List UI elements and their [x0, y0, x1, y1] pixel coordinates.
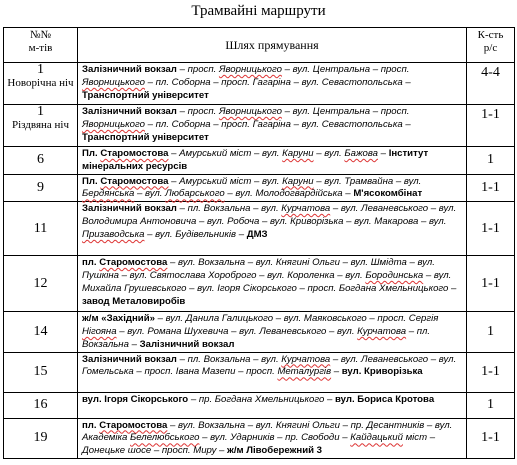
route-endpoint: Транспортний університет [82, 131, 209, 143]
vehicle-count: 1-1 [467, 202, 515, 256]
route-note: Новорічна ніч [7, 77, 74, 89]
route-segment: – вул. Михайла Грушевського – вул. Ігоря Сікорського – просп. Богдана Хмельницького – [82, 269, 457, 294]
route-segment: – пл. Вокзальна – [82, 325, 431, 350]
routes-body [4, 63, 515, 459]
route-segment: Нігояна [82, 325, 117, 337]
route-number-cell [4, 256, 78, 312]
vehicle-count: 1-1 [467, 174, 515, 202]
route-number-cell [4, 312, 78, 352]
route-segment: міст – Донецьке шосе – просп. Миру – [82, 432, 436, 457]
route-endpoint: вул. Криворізька [341, 366, 423, 378]
route-segment: – вул. Вокзальна – вул. Княгині Ольги – пр. Десантників – вул. Академіка [82, 419, 453, 444]
header-route-number-line1: №№ [30, 29, 51, 41]
route-number: 6 [37, 152, 44, 168]
header-route-number [4, 28, 78, 63]
route-segment: – вул. Данила Галицького – вул. Маяковського – просп. Сергія [154, 313, 439, 325]
document-title: Трамвайні маршрути [191, 3, 326, 19]
route-segment: – вул. Трамвайна – вул. [313, 175, 422, 187]
route-endpoint: ДМЗ [246, 228, 268, 240]
route-path-cell [78, 63, 467, 105]
route-endpoint: Старомостова [100, 148, 169, 159]
route-endpoint: Залізничний вокзал [82, 64, 177, 75]
route-endpoint: завод Металовиробів [82, 295, 186, 307]
route-endpoint: Пл. [82, 175, 101, 187]
route-segment: Каруни [282, 175, 314, 187]
route-segment: – вул. Молодогвардійська – [224, 188, 354, 200]
route-segment: – пл. Вокзальна – вул. [176, 353, 282, 365]
table-row [4, 174, 515, 202]
route-segment: – Амурський міст – вул. [168, 175, 283, 187]
vehicle-count: 1 [467, 147, 515, 175]
table-row [4, 352, 515, 392]
route-endpoint: Транспортний університет [82, 89, 209, 101]
route-segment: Кайдацький [350, 432, 403, 444]
route-segment: – вул. Центральна – просп. [281, 64, 410, 75]
route-number: 1 [37, 104, 44, 119]
header-route-number-line2: м-тів [28, 42, 53, 54]
route-endpoint: вул. Ігоря Сікорського [82, 393, 189, 405]
table-row [4, 63, 515, 105]
route-segment: Бородинська [365, 269, 424, 281]
route-segment: – вул. Вокзальна – вул. Княгині Ольги – вул. Шмідта – вул. Пушкіна – вул. Святослава Хороброго – вул. Короленка – вул. [82, 257, 435, 281]
route-endpoint: М'ясокомбінат [353, 188, 423, 200]
route-number-cell [4, 105, 78, 147]
route-number-cell [4, 202, 78, 256]
route-endpoint: пл. [82, 257, 100, 269]
vehicle-count: 1-1 [467, 418, 515, 458]
route-endpoint: Старомостова [99, 419, 168, 431]
route-number: 14 [33, 323, 48, 339]
route-segment: Курчатова [281, 353, 331, 365]
route-segment: – вул. [313, 148, 345, 159]
route-segment: – пл. Вокзальна – вул. [176, 203, 282, 215]
route-note: Різдвяна ніч [11, 119, 70, 131]
route-number-cell [4, 174, 78, 202]
table-row [4, 202, 515, 256]
route-number: 16 [33, 397, 48, 413]
route-segment: Каруни [282, 148, 314, 159]
route-path-cell [78, 352, 467, 392]
route-segment: Яворницького [218, 64, 282, 75]
route-segment: Яворницького [82, 118, 145, 130]
route-segment: – вул. Леваневського – вул. Гомельська – просп. Івана Мазепи – просп. [82, 353, 457, 378]
table-row [4, 105, 515, 147]
route-number: 11 [33, 220, 48, 236]
table-row [4, 147, 515, 175]
route-segment: Курчатова [357, 325, 407, 337]
route-segment: Бажова [344, 148, 379, 159]
header-vehicle-count-line2: р/с [483, 42, 498, 54]
route-endpoint: Старомостова [100, 175, 169, 187]
route-endpoint: Залізничний вокзал [82, 353, 177, 365]
route-endpoint: Залізничний вокзал [139, 338, 235, 350]
route-segment: – вул. Ударників – пр. Свободи – [199, 432, 351, 444]
route-segment: – пр. Богдана Хмельницького – [188, 393, 336, 405]
route-segment: – пл. Соборна – просп. Гагаріна – вул. Севастопольська – [144, 118, 411, 130]
route-number: 12 [33, 275, 48, 291]
header-row [4, 28, 515, 63]
route-number-cell [4, 418, 78, 458]
route-endpoint: вул. Бориса Кротова [335, 393, 435, 405]
route-segment: – вул. [134, 188, 166, 200]
route-number: 19 [33, 430, 48, 446]
route-path-cell [78, 105, 467, 147]
vehicle-count: 1 [467, 392, 515, 418]
route-endpoint: Інститут мінеральних ресурсів [82, 148, 429, 172]
route-segment: Яворницького [218, 106, 282, 117]
route-segment: – вул. Центральна – просп. [281, 106, 410, 117]
route-number: 1 [37, 62, 44, 77]
vehicle-count: 1-1 [467, 352, 515, 392]
vehicle-count: 4-4 [467, 63, 515, 105]
route-segment: – [331, 366, 342, 378]
table-row [4, 418, 515, 458]
route-segment: – вул. Леваневського – вул. Володимира Антоновича – вул. Робоча – вул. Криворізька – вул. Макарова – вул. [82, 203, 457, 227]
route-path-cell [78, 174, 467, 202]
vehicle-count: 1-1 [467, 105, 515, 147]
header-vehicle-count-line1: К-сть [477, 29, 504, 41]
table-row [4, 256, 515, 312]
route-path-cell [78, 312, 467, 352]
route-segment: Призаводська [82, 228, 145, 240]
route-segment: Яворницького [82, 76, 145, 88]
vehicle-count: 1-1 [467, 256, 515, 312]
route-path-cell [78, 147, 467, 175]
route-segment: – просп. [176, 106, 219, 117]
route-segment: – Амурський міст – вул. [168, 148, 283, 159]
route-segment: – просп. [176, 64, 219, 75]
route-endpoint: пл. [82, 419, 100, 431]
route-segment: – пл. Соборна – просп. Гагаріна – вул. Севастопольська – [144, 76, 411, 88]
route-endpoint: Пл. [82, 148, 101, 159]
route-number-cell [4, 147, 78, 175]
route-number: 9 [37, 179, 44, 195]
route-endpoint: Залізничний вокзал [82, 203, 177, 215]
header-route-path: Шлях прямування [78, 28, 467, 63]
route-segment: Металургів [277, 366, 332, 378]
route-number-cell [4, 392, 78, 418]
table-row [4, 312, 515, 352]
vehicle-count: 1 [467, 312, 515, 352]
route-number: 15 [33, 364, 48, 380]
route-segment: Белелюбського [130, 432, 200, 444]
table-row [4, 392, 515, 418]
route-number-cell [4, 352, 78, 392]
route-segment: Бердянська [82, 188, 135, 200]
route-path-cell [78, 392, 467, 418]
route-endpoint: Залізничний вокзал [82, 106, 177, 117]
route-number-cell [4, 63, 78, 105]
route-path-cell [78, 256, 467, 312]
route-segment: – [378, 148, 389, 159]
header-vehicle-count [467, 28, 515, 63]
routes-table [3, 27, 515, 459]
route-segment: – вул. Будівельників – [144, 228, 247, 240]
route-path-cell [78, 202, 467, 256]
route-segment: – вул. Романа Шухевича – вул. Леваневського – вул. [116, 325, 358, 337]
route-path-cell [78, 418, 467, 458]
route-endpoint: ж/м «Західний» [82, 313, 155, 325]
route-endpoint: ж/м Лівобережний 3 [227, 445, 323, 457]
route-endpoint: Старомостова [99, 257, 168, 269]
route-segment: Любарського [165, 188, 225, 200]
route-segment: Курчатова [281, 203, 331, 215]
